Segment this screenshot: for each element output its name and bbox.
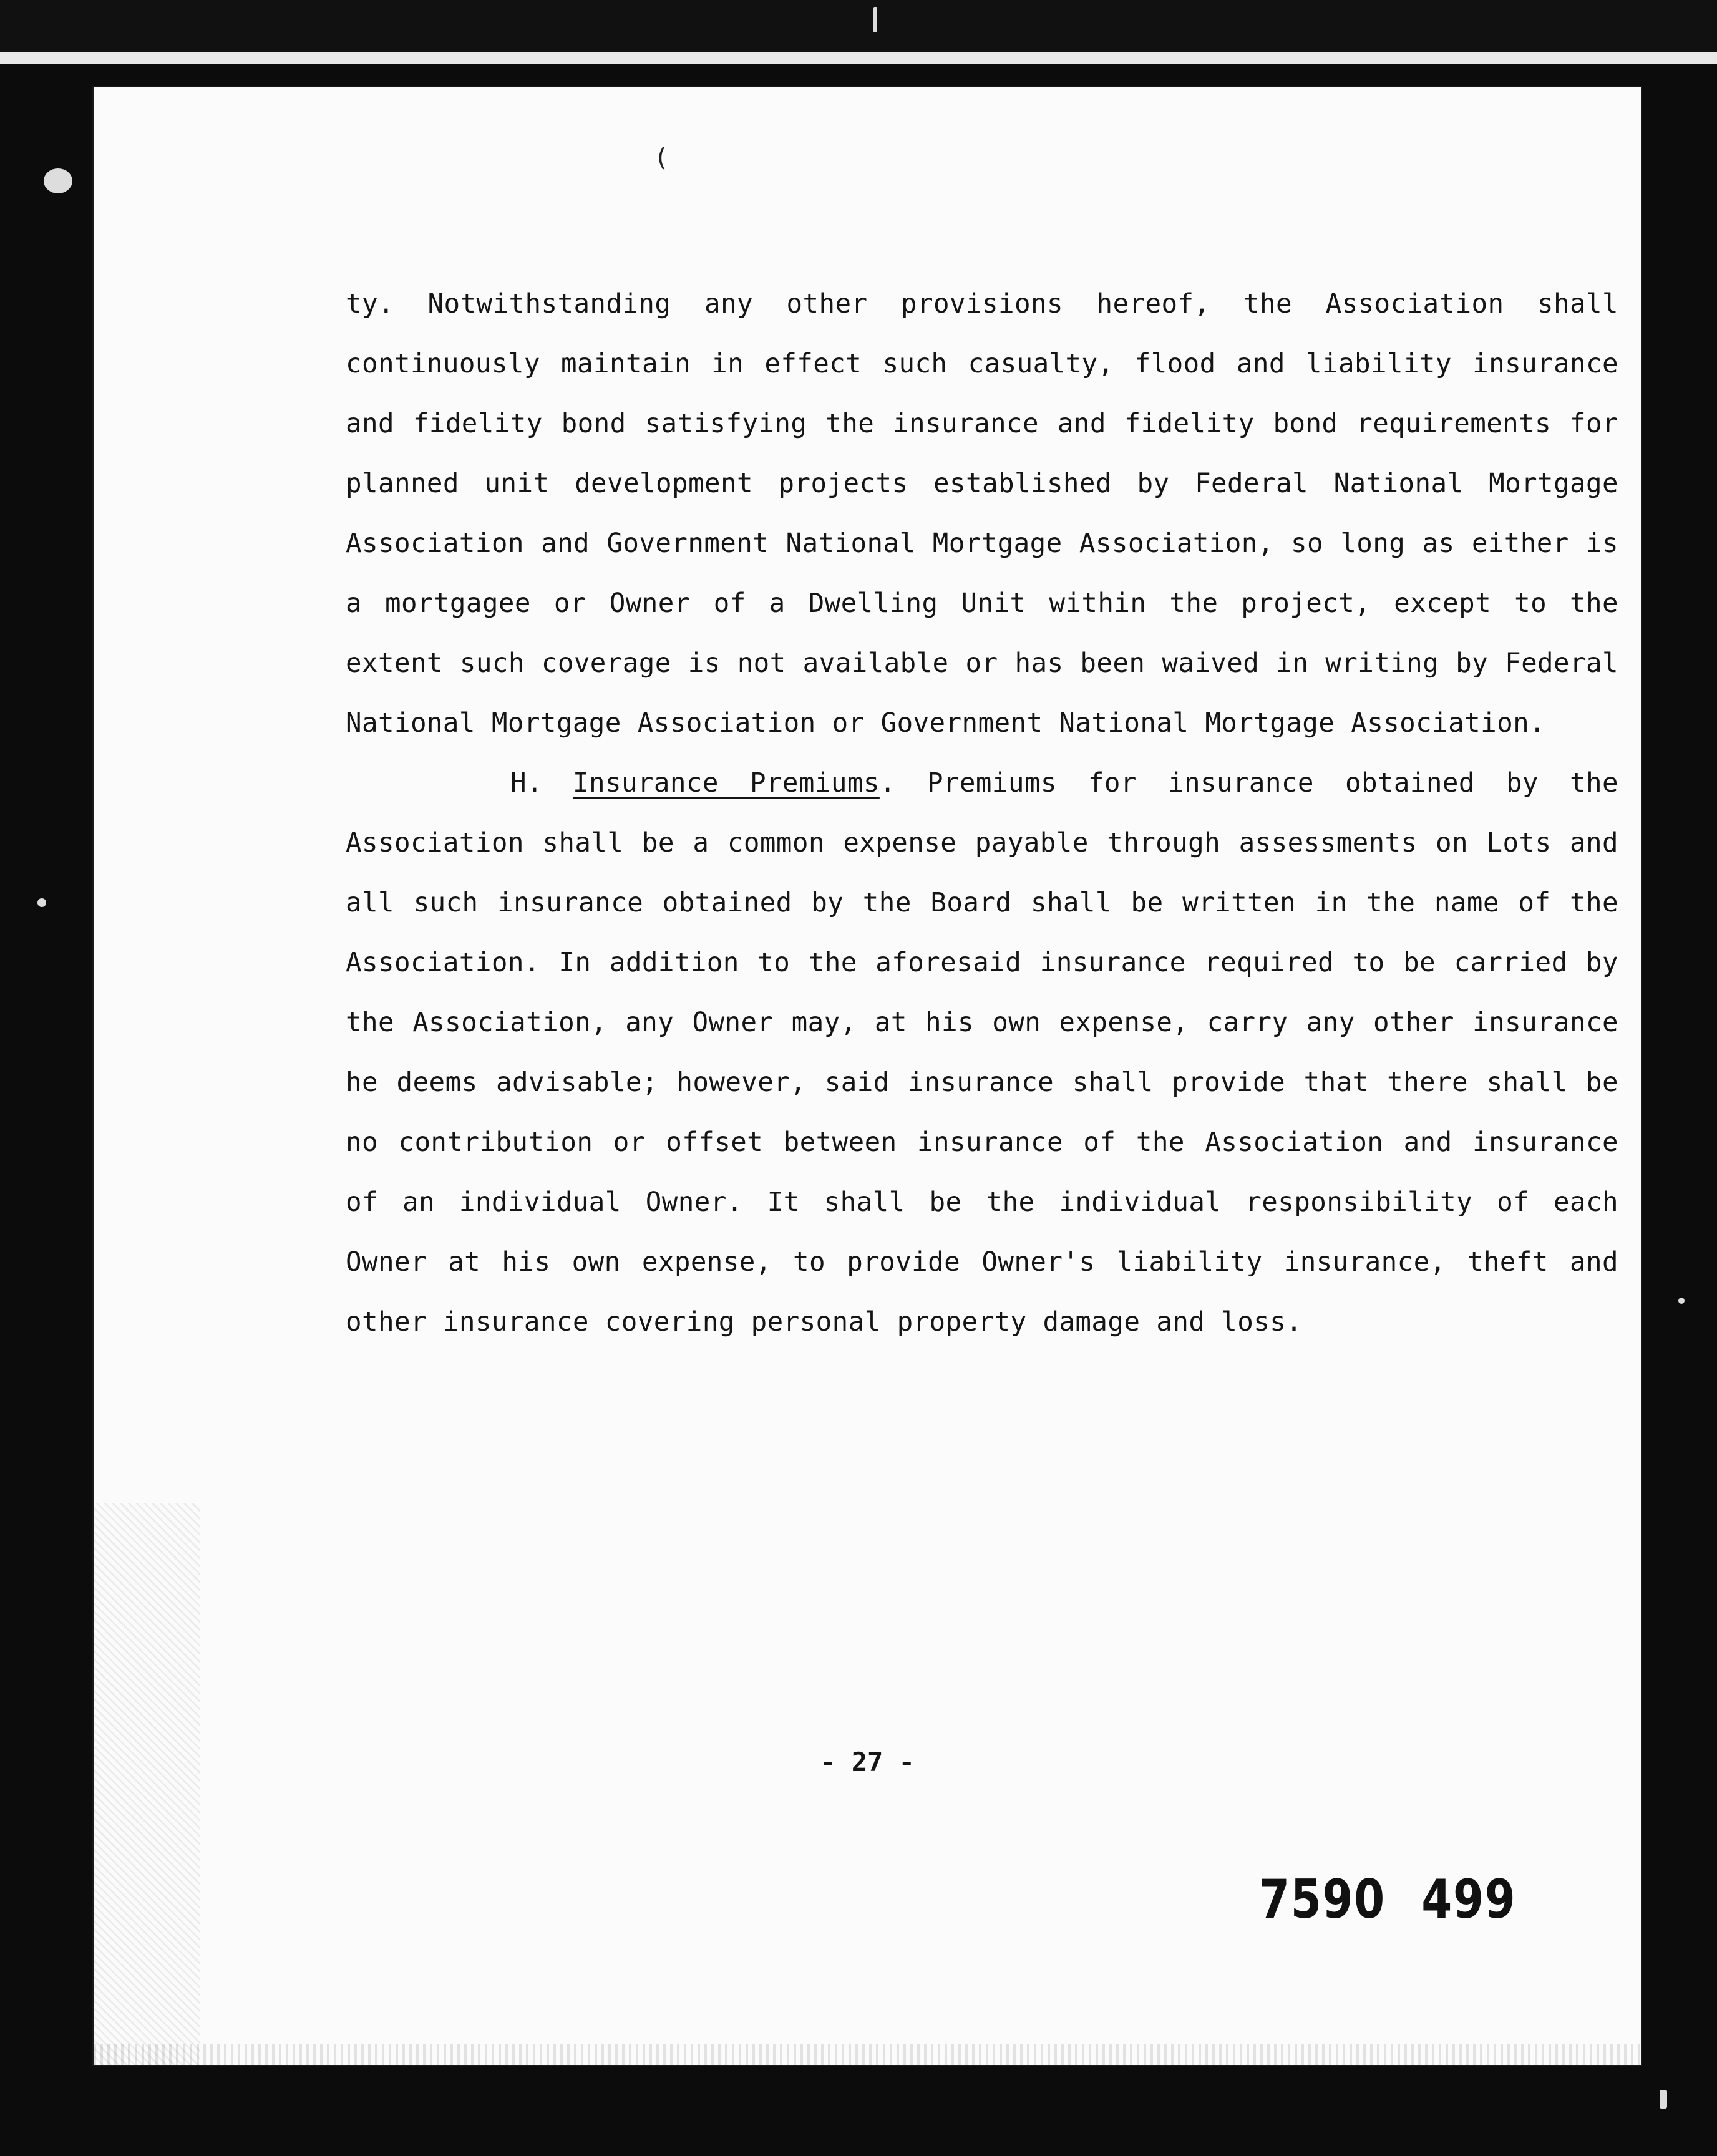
stray-mark: ( — [654, 143, 669, 172]
document-page — [94, 87, 1641, 2065]
section-text: . Premiums for insurance obtained by the Association shall be a common expense payable through assessments on Lots and all such insurance obtained by the Board shall be written in the name of the Association. In addition to the aforesaid insurance required to be carried by the Association, any Owner may, at his own expense, carry any other insurance he deems advisable; however, said insurance shall provide that there shall be no contribution or offset between insurance of the Association and insurance of an individual Owner. It shall be the individual responsibility of each Owner at his own expense, to provide Owner's liability insurance, theft and other insurance covering personal property damage and loss. — [346, 768, 1618, 1338]
scan-speck — [37, 898, 46, 907]
section-label: H. — [510, 768, 543, 799]
scan-speck — [1678, 1298, 1685, 1304]
paragraph-insurance-premiums — [346, 754, 1618, 1352]
paragraph-casualty-insurance: ty. Notwithstanding any other provisions hereof, the Association shall continuously maintain in effect such casualty, flood and liability insurance and fidelity bond satisfying the insurance and fidelity bond requirements for planned unit development projects established by Federal National Mortgage Association and Government National Mortgage Association, so long as either is a mortgagee or Owner of a Dwelling Unit within the project, except to the extent such coverage is not available or has been waived in writing by Federal National Mortgage Association or Government National Mortgage Association. — [346, 289, 1618, 739]
scanner-top-strip — [0, 0, 1717, 57]
body-text — [346, 274, 1618, 1352]
stamp-page: 499 — [1421, 1868, 1517, 1931]
scanner-top-rule — [0, 52, 1717, 64]
scan-speck — [44, 168, 72, 193]
scan-noise-left — [94, 1503, 200, 2065]
stamp-book: 7590 — [1259, 1868, 1386, 1931]
page-number: - 27 - — [820, 1747, 915, 1777]
section-title: Insurance Premiums — [572, 768, 880, 799]
scan-speck — [873, 7, 877, 32]
record-stamp — [1259, 1868, 1516, 1931]
scan-noise-bottom — [94, 2044, 1641, 2065]
scan-speck — [1660, 2090, 1667, 2109]
